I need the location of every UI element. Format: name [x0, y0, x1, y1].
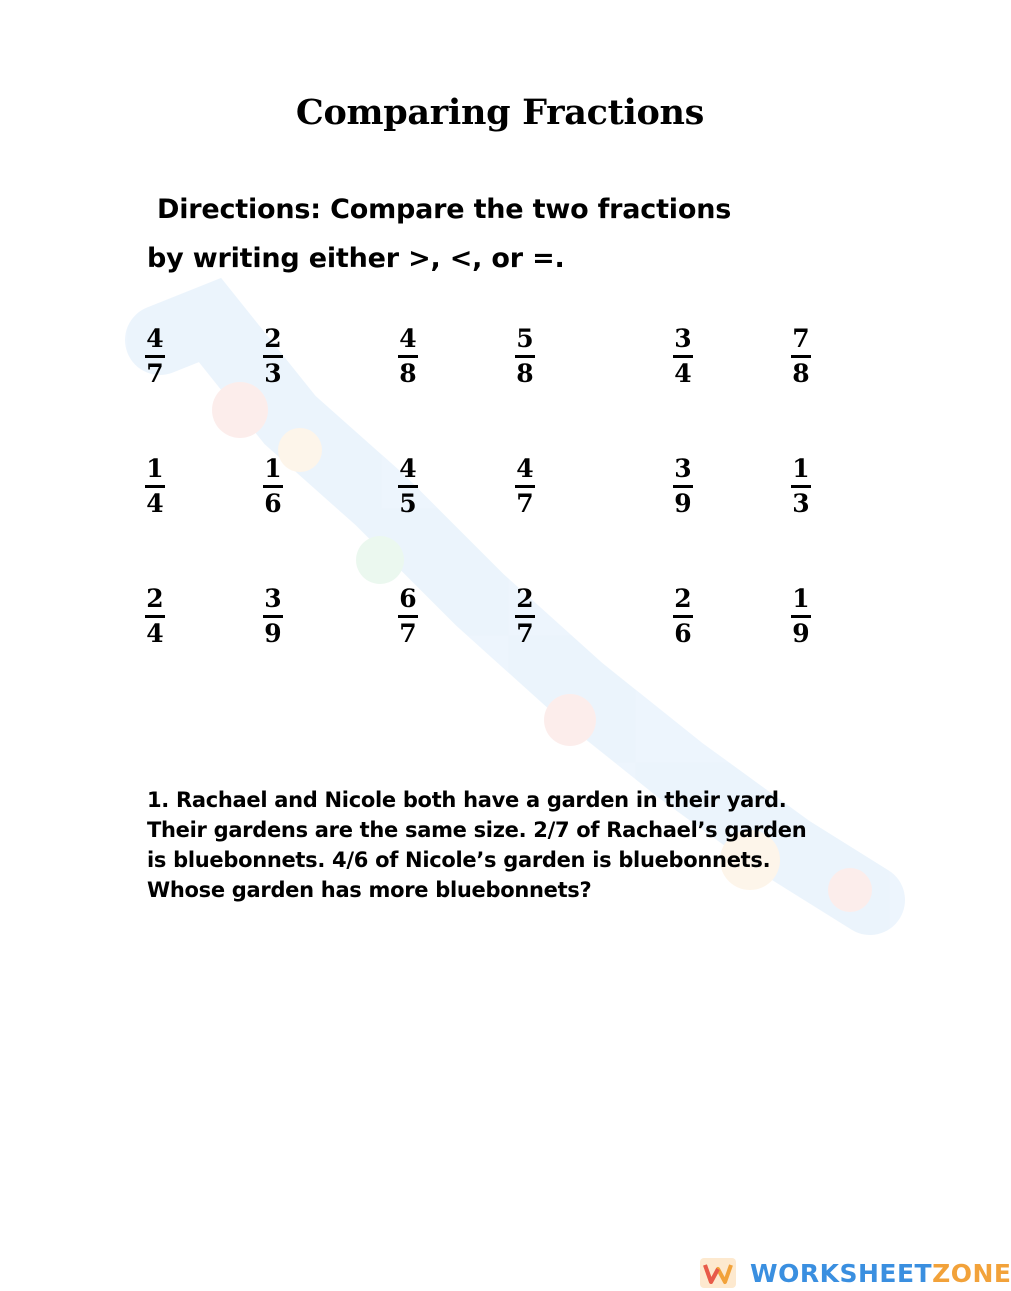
- fraction-numerator: 1: [792, 454, 810, 483]
- fraction-numerator: 4: [146, 324, 164, 353]
- fraction-bar: [673, 355, 693, 358]
- fraction-numerator: 2: [146, 584, 164, 613]
- fraction: [388, 325, 428, 388]
- fraction-bar: [791, 615, 811, 618]
- fraction: [135, 325, 175, 388]
- fraction-denominator: 9: [674, 489, 692, 518]
- fraction: [388, 585, 428, 648]
- fraction-numerator: 2: [516, 584, 534, 613]
- fraction: [505, 325, 545, 388]
- word-problem-line: Their gardens are the same size. 2/7 of Rachael’s garden: [147, 818, 807, 842]
- fraction-denominator: 4: [146, 619, 164, 648]
- fraction-denominator: 7: [516, 489, 534, 518]
- fraction: [505, 585, 545, 648]
- fraction-bar: [515, 615, 535, 618]
- directions-line-2: by writing either >, <, or =.: [147, 243, 565, 274]
- page-title: Comparing Fractions: [295, 92, 705, 133]
- fraction-denominator: 6: [674, 619, 692, 648]
- fraction-bar: [398, 485, 418, 488]
- fraction-numerator: 5: [516, 324, 534, 353]
- fraction-denominator: 3: [264, 359, 282, 388]
- fraction-numerator: 6: [399, 584, 417, 613]
- fraction-numerator: 4: [399, 324, 417, 353]
- fraction-denominator: 7: [399, 619, 417, 648]
- fraction-denominator: 6: [264, 489, 282, 518]
- fraction-denominator: 4: [674, 359, 692, 388]
- directions-line-1: Directions: Compare the two fractions: [157, 194, 732, 225]
- fraction-bar: [398, 355, 418, 358]
- fraction-denominator: 5: [399, 489, 417, 518]
- fraction-bar: [515, 485, 535, 488]
- fraction: [135, 455, 175, 518]
- brand-name-part2: ZONE: [932, 1258, 1011, 1288]
- fraction-denominator: 4: [146, 489, 164, 518]
- word-problem-line: is bluebonnets. 4/6 of Nicole’s garden is bluebonnets.: [147, 848, 771, 872]
- fraction: [781, 455, 821, 518]
- fraction-numerator: 3: [674, 454, 692, 483]
- word-problem-line: 1. Rachael and Nicole both have a garden in their yard.: [147, 788, 787, 812]
- fraction-denominator: 9: [264, 619, 282, 648]
- fraction-denominator: 3: [792, 489, 810, 518]
- word-problem: [147, 785, 847, 905]
- fraction: [253, 585, 293, 648]
- fraction: [663, 455, 703, 518]
- fraction-denominator: 7: [516, 619, 534, 648]
- fraction: [781, 325, 821, 388]
- fraction-numerator: 3: [674, 324, 692, 353]
- w-logo-icon: [700, 1258, 736, 1288]
- fraction-bar: [673, 485, 693, 488]
- fraction-numerator: 2: [674, 584, 692, 613]
- fraction-numerator: 1: [146, 454, 164, 483]
- fraction-denominator: 8: [792, 359, 810, 388]
- fraction-numerator: 4: [399, 454, 417, 483]
- fraction-denominator: 9: [792, 619, 810, 648]
- fraction-bar: [263, 615, 283, 618]
- fraction: [663, 585, 703, 648]
- fraction: [781, 585, 821, 648]
- fraction-bar: [263, 485, 283, 488]
- fraction-numerator: 2: [264, 324, 282, 353]
- fraction: [505, 455, 545, 518]
- fraction-bar: [515, 355, 535, 358]
- fraction-numerator: 4: [516, 454, 534, 483]
- fraction-numerator: 1: [792, 584, 810, 613]
- fraction-bar: [791, 485, 811, 488]
- fraction: [388, 455, 428, 518]
- fraction: [253, 325, 293, 388]
- fraction-bar: [145, 485, 165, 488]
- brand-name-part1: WORKSHEET: [750, 1258, 933, 1288]
- fraction: [135, 585, 175, 648]
- fraction-numerator: 1: [264, 454, 282, 483]
- worksheetzone-logo: [700, 1255, 1011, 1291]
- fraction-denominator: 8: [516, 359, 534, 388]
- fraction-numerator: 7: [792, 324, 810, 353]
- fraction-denominator: 8: [399, 359, 417, 388]
- fraction-bar: [398, 615, 418, 618]
- fraction-bar: [791, 355, 811, 358]
- fraction-bar: [673, 615, 693, 618]
- word-problem-line: Whose garden has more bluebonnets?: [147, 878, 592, 902]
- fraction: [663, 325, 703, 388]
- fraction-bar: [263, 355, 283, 358]
- fraction-bar: [145, 355, 165, 358]
- fraction: [253, 455, 293, 518]
- fraction-numerator: 3: [264, 584, 282, 613]
- fraction-bar: [145, 615, 165, 618]
- fraction-denominator: 7: [146, 359, 164, 388]
